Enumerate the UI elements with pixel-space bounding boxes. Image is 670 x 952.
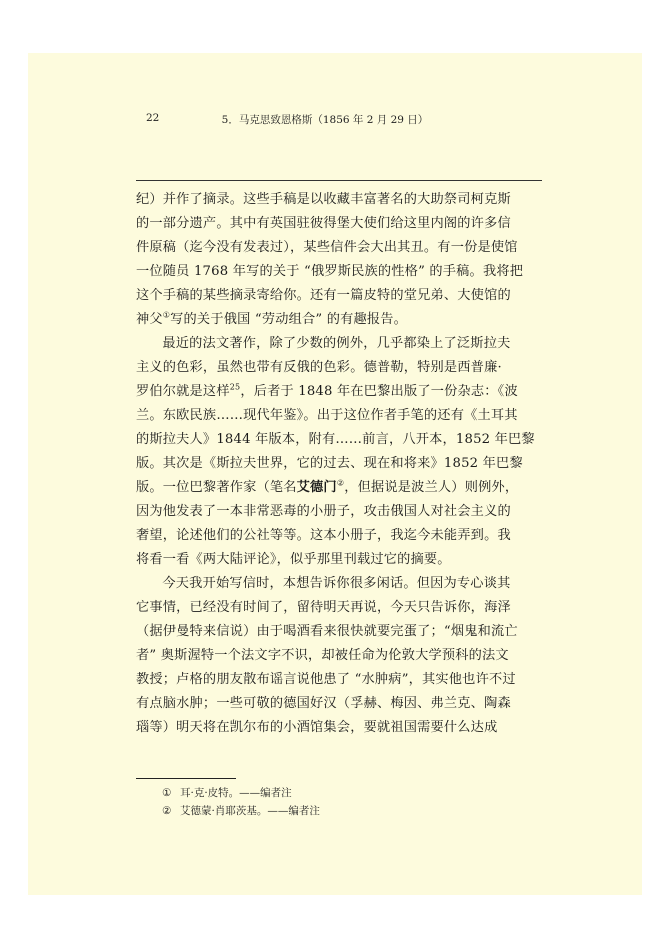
text-line: 教授；卢格的朋友散布谣言说他患了 “水肿病”，其实他也许不过 bbox=[136, 672, 516, 687]
text-line: 纪）并作了摘录。这些手稿是以收藏丰富著名的大助祭司柯克斯 bbox=[136, 192, 511, 207]
paragraph-2 bbox=[136, 332, 546, 572]
text-line: 的斯拉夫人》1844 年版本，附有……前言，八开本，1852 年巴黎 bbox=[136, 432, 535, 447]
text-fragment: 罗伯尔就是这样 bbox=[136, 384, 230, 399]
footnote-mark: ① bbox=[162, 787, 172, 799]
paragraph-1 bbox=[136, 188, 546, 332]
footnote-mark: ② bbox=[162, 805, 172, 817]
text-line: 这个手稿的某些摘录寄给你。还有一篇皮特的堂兄弟、大使馆的 bbox=[136, 288, 511, 303]
text-fragment: 版。一位巴黎著作家（笔名 bbox=[136, 480, 297, 495]
text-line: 瑙等）明天将在凯尔布的小酒馆集会，要就祖国需要什么达成 bbox=[136, 720, 498, 735]
footnote-text: 耳·克·皮特。——编者注 bbox=[180, 787, 292, 799]
footnote-ref-1[interactable]: ① bbox=[162, 310, 171, 320]
text-line: 有点脑水肿；一些可敬的德国好汉（孚赫、梅因、弗兰克、陶森 bbox=[136, 696, 511, 711]
text-line: 今天我开始写信时，本想告诉你很多闲话。但因为专心谈其 bbox=[162, 576, 511, 591]
text-line: 它事情，已经没有时间了，留待明天再说，今天只告诉你，海泽 bbox=[136, 600, 511, 615]
text-line: 主义的色彩，虽然也带有反俄的色彩。德普勒，特别是西普廉· bbox=[136, 360, 502, 375]
footnote-ref-2[interactable]: ② bbox=[336, 478, 345, 488]
text-line: 的一部分遗产。其中有英国驻彼得堡大使们给这里内阁的许多信 bbox=[136, 216, 511, 231]
text-line: 最近的法文著作，除了少数的例外，几乎都染上了泛斯拉夫 bbox=[162, 336, 511, 351]
page-number: 22 bbox=[146, 112, 160, 124]
paragraph-3 bbox=[136, 572, 546, 740]
running-header bbox=[108, 108, 542, 128]
text-line: 件原稿（迄今没有发表过），某些信件会大出其丑。有一份是使馆 bbox=[136, 240, 518, 255]
footnote-text: 艾德蒙·肖耶茨基。——编者注 bbox=[180, 805, 320, 817]
footnotes bbox=[162, 784, 542, 820]
text-line: 版。其次是《斯拉夫世界，它的过去、现在和将来》1852 年巴黎 bbox=[136, 456, 523, 471]
endnote-ref-25[interactable]: 25 bbox=[229, 382, 241, 392]
text-fragment: ，后者于 1848 年在巴黎出版了一份杂志：《波 bbox=[240, 384, 518, 399]
footnote-rule bbox=[136, 778, 236, 779]
text-line: 奢望，论述他们的公社等等。这本小册子，我迄今未能弄到。我 bbox=[136, 528, 511, 543]
header-rule bbox=[136, 180, 542, 181]
running-title: 5．马克思致恩格斯（1856 年 2 月 29 日） bbox=[221, 114, 429, 126]
text-line: 一位随员 1768 年写的关于 “俄罗斯民族的性格” 的手稿。我将把 bbox=[136, 264, 524, 279]
text-line bbox=[136, 476, 546, 500]
text-fragment: ，但据说是波兰人）则例外， bbox=[344, 480, 519, 495]
text-fragment: 写的关于俄国 “劳动组合” 的有趣报告。 bbox=[170, 312, 408, 327]
text-line: 因为他发表了一本非常恶毒的小册子，攻击俄国人对社会主义的 bbox=[136, 504, 511, 519]
text-line: （据伊曼特来信说）由于喝酒看来很快就要完蛋了；“烟鬼和流亡 bbox=[136, 624, 518, 639]
letter-body bbox=[136, 188, 546, 740]
text-line: 将看一看《两大陆评论》，似乎那里刊载过它的摘要。 bbox=[136, 552, 451, 567]
text-line: 者” 奥斯渥特一个法文字不识，却被任命为伦敦大学预科的法文 bbox=[136, 648, 509, 663]
text-line bbox=[136, 308, 546, 332]
text-line: 兰。东欧民族……现代年鉴》。出于这位作者手笔的还有《土耳其 bbox=[136, 408, 518, 423]
pen-name: 艾德门 bbox=[296, 480, 337, 495]
footnote-2 bbox=[162, 802, 542, 820]
text-fragment: 神父 bbox=[136, 312, 163, 327]
footnote-1 bbox=[162, 784, 542, 802]
text-line bbox=[136, 380, 546, 404]
